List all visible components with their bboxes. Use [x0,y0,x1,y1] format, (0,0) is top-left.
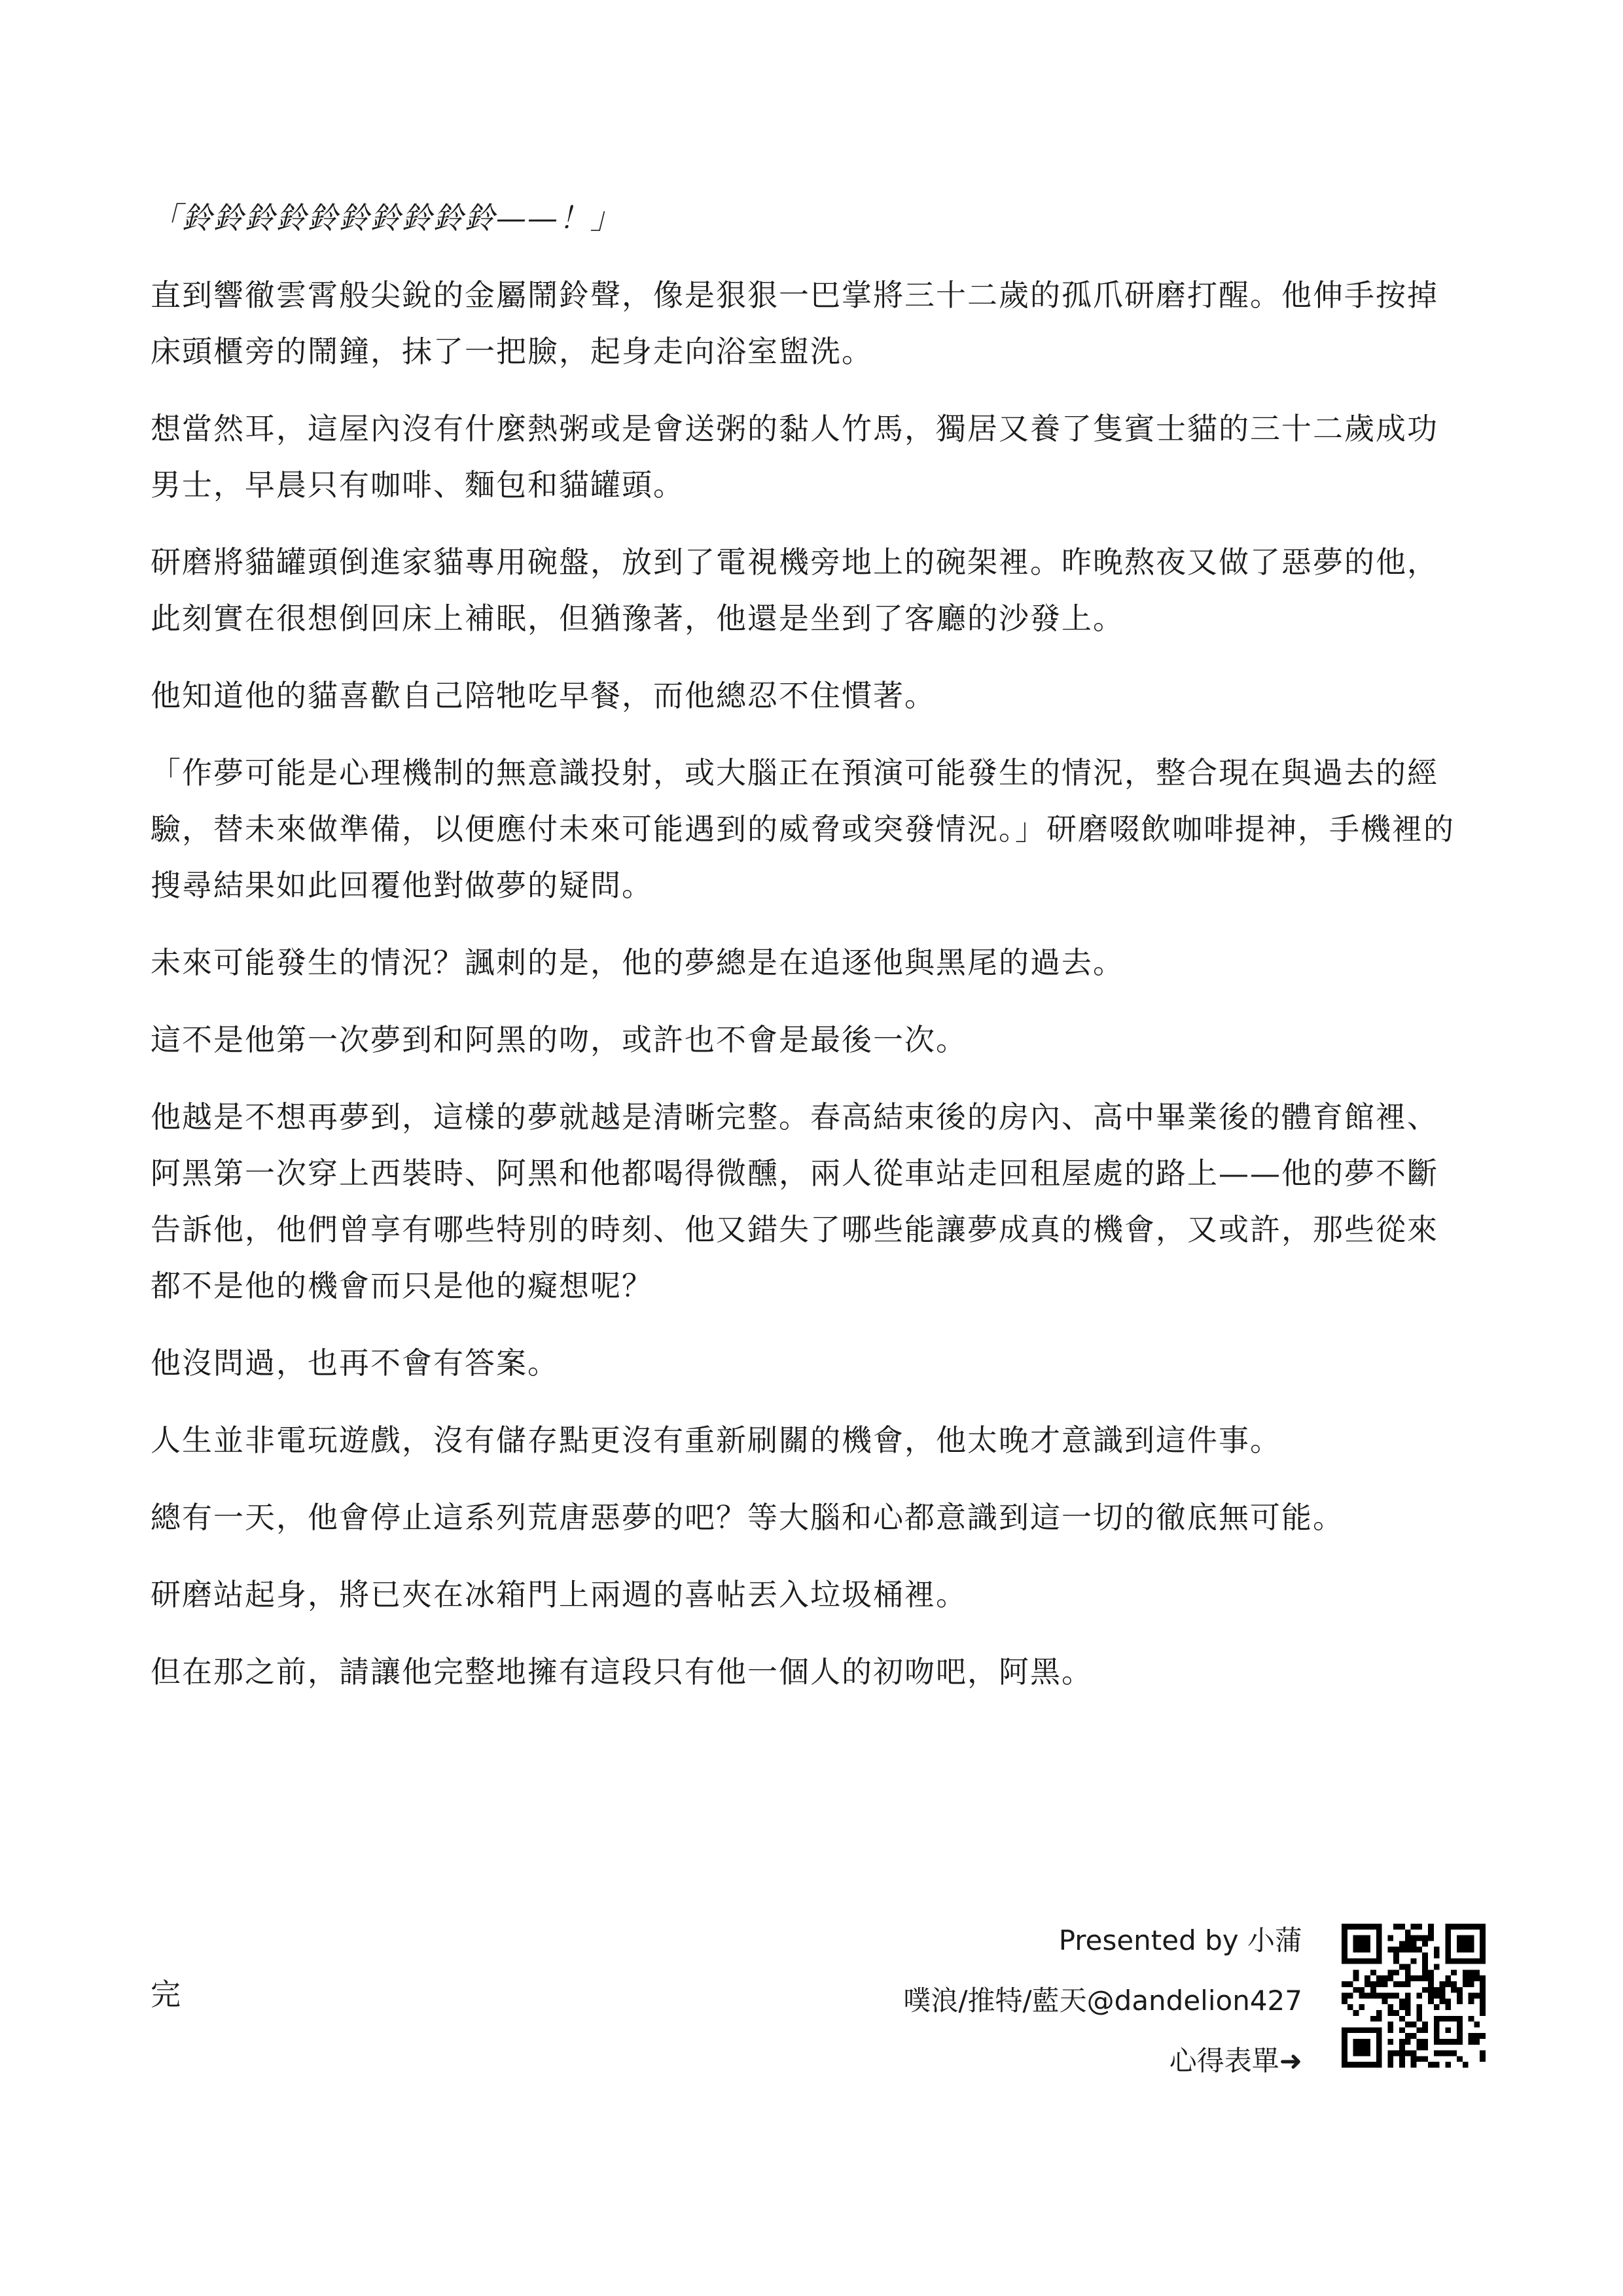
paragraph: 他越是不想再夢到，這樣的夢就越是清晰完整。春高結束後的房內、高中畢業後的體育館裡、阿黑第一次穿上西裝時、阿黑和他都喝得微醺，兩人從車站走回租屋處的路上——他的夢不斷告訴他，他們曾享有哪些特別的時刻、他又錯失了哪些能讓夢成真的機會，又或許，那些從來都不是他的機會而只是他的癡想呢？ [151,1099,1438,1303]
paragraph: 他沒問過，也再不會有答案。 [151,1345,559,1381]
paragraph: 直到響徹雲霄般尖銳的金屬鬧鈴聲，像是狠狠一巴掌將三十二歲的孤爪研磨打醒。他伸手按掉床頭櫃旁的鬧鐘，抹了一把臉，起身走向浴室盥洗。 [151,277,1438,369]
qr-code-icon[interactable] [1342,1924,1486,2068]
feedback-form-link[interactable]: 心得表單➜ [1169,2045,1302,2077]
paragraph: 他知道他的貓喜歡自己陪牠吃早餐，而他總忍不住慣著。 [151,678,936,713]
end-mark: 完 [151,1977,181,2012]
social-handle[interactable]: 噗浪/推特/藍天@dandelion427 [903,1985,1302,2017]
paragraph: 總有一天，他會停止這系列荒唐惡夢的吧？等大腦和心都意識到這一切的徹底無可能。 [151,1500,1344,1535]
paragraph: 未來可能發生的情況？諷刺的是，他的夢總是在追逐他與黑尾的過去。 [151,945,1124,980]
paragraph: 這不是他第一次夢到和阿黑的吻，或許也不會是最後一次。 [151,1022,967,1057]
credits-block [903,1911,1302,2091]
paragraph: 研磨站起身，將已夾在冰箱門上兩週的喜帖丟入垃圾桶裡。 [151,1577,967,1612]
story-body [151,190,1466,1721]
paragraph: 但在那之前，請讓他完整地擁有這段只有他一個人的初吻吧，阿黑。 [151,1654,1093,1689]
paragraph: 人生並非電玩遊戲，沒有儲存點更沒有重新刷關的機會，他太晚才意識到這件事。 [151,1422,1281,1458]
paragraph: 研磨將貓罐頭倒進家貓專用碗盤，放到了電視機旁地上的碗架裡。昨晚熬夜又做了惡夢的他，此刻實在很想倒回床上補眠，但猶豫著，他還是坐到了客廳的沙發上。 [151,544,1438,636]
paragraph: 「作夢可能是心理機制的無意識投射，或大腦正在預演可能發生的情況，整合現在與過去的經驗，替未來做準備，以便應付未來可能遇到的威脅或突發情況。」研磨啜飲咖啡提神，手機裡的搜尋結果如此回覆他對做夢的疑問。 [151,755,1455,903]
paragraph: 想當然耳，這屋內沒有什麼熱粥或是會送粥的黏人竹馬，獨居又養了隻賓士貓的三十二歲成功男士，早晨只有咖啡、麵包和貓罐頭。 [151,411,1438,503]
footer [0,1898,1623,2094]
opening-line: 「鈴鈴鈴鈴鈴鈴鈴鈴鈴鈴——！」 [151,200,622,236]
presented-by: Presented by 小蒲 [1058,1924,1302,1956]
